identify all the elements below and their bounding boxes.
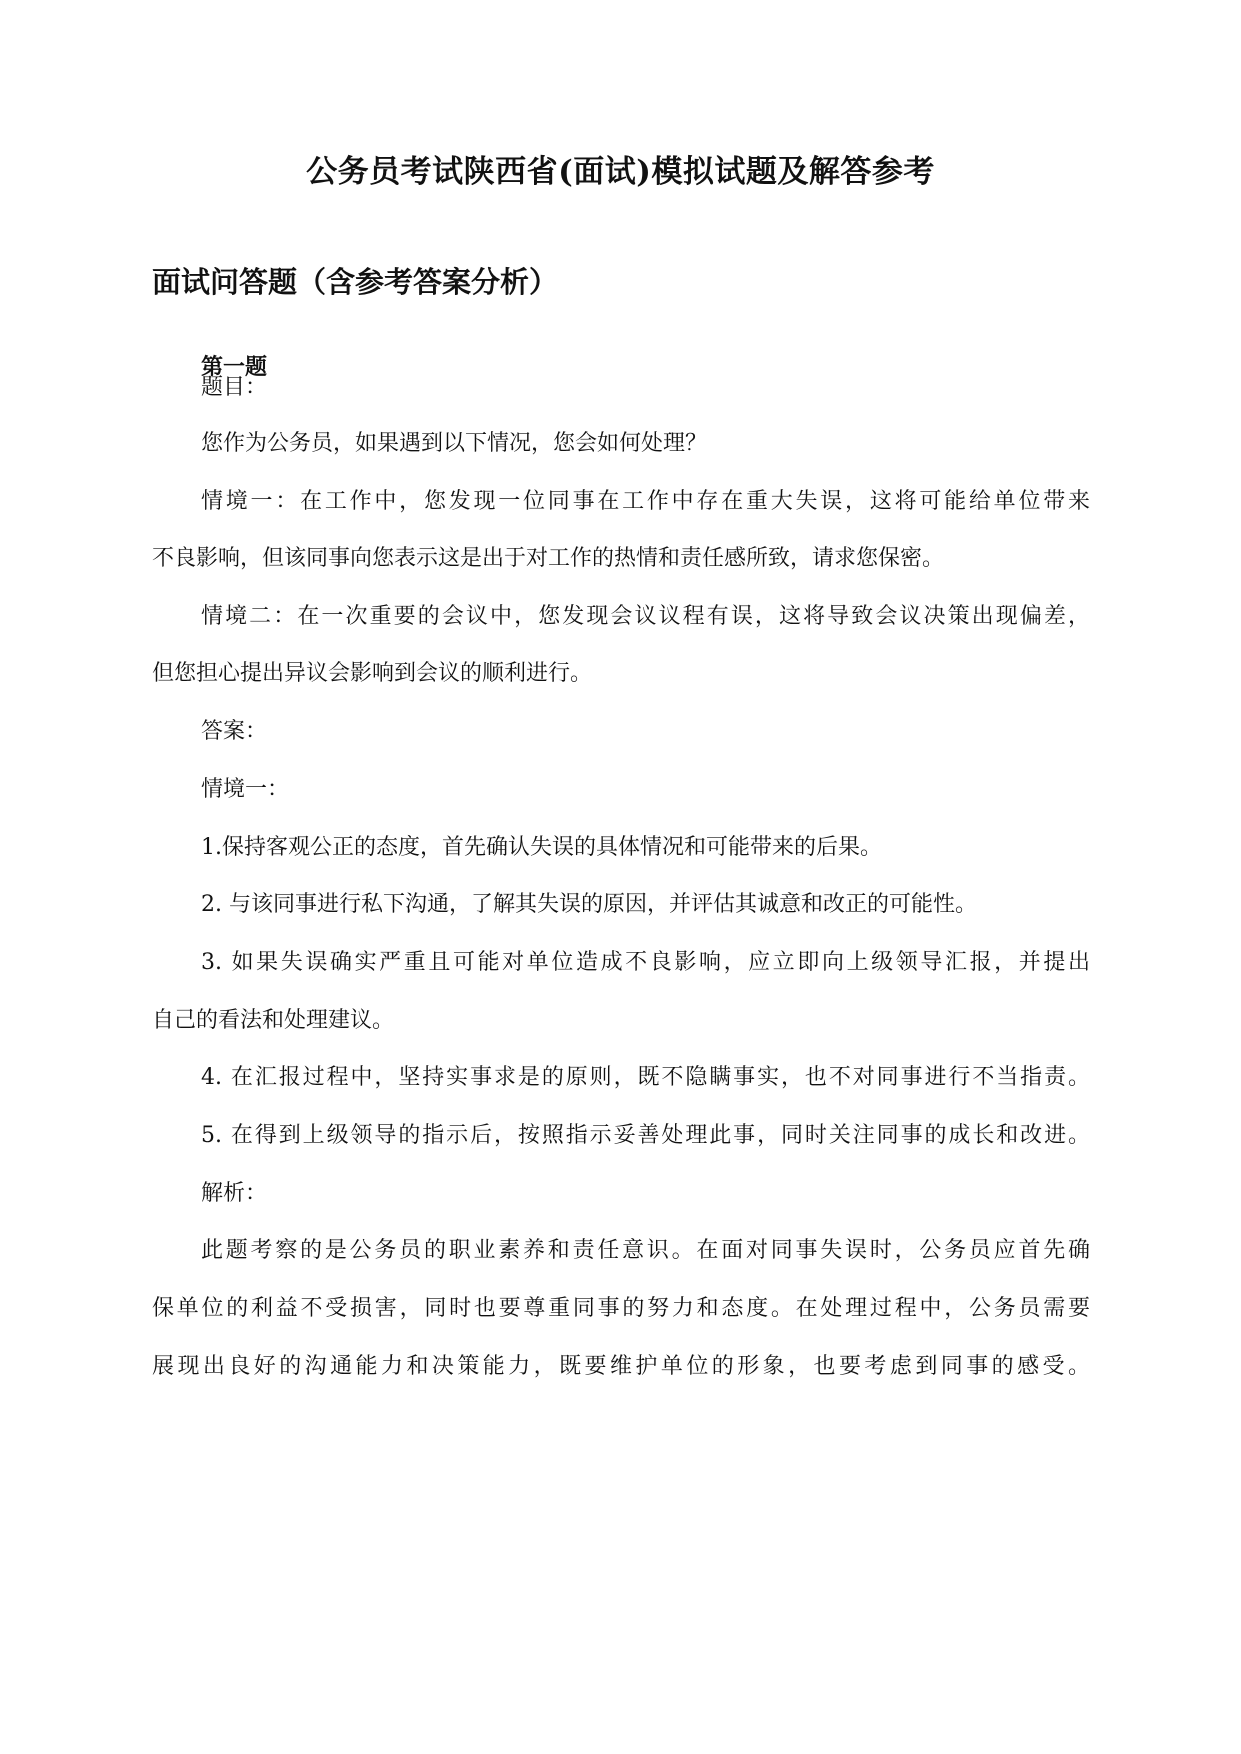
scenario-one-line-1: 情境一：在工作中，您发现一位同事在工作中存在重大失误，这将可能给单位带来 xyxy=(201,489,1090,514)
analysis-line-1: 此题考察的是公务员的职业素养和责任意识。在面对同事失误时，公务员应首先确 xyxy=(201,1238,1090,1263)
answer-item-5: 5. 在得到上级领导的指示后，按照指示妥善处理此事，同时关注同事的成长和改进。 xyxy=(201,1123,1090,1148)
analysis-line-3: 展现出良好的沟通能力和决策能力，既要维护单位的形象，也要考虑到同事的感受。 xyxy=(152,1354,1090,1379)
answer-item-2: 2. 与该同事进行私下沟通，了解其失误的原因，并评估其诚意和改正的可能性。 xyxy=(201,892,977,917)
answer-item-3-line-2: 自己的看法和处理建议。 xyxy=(152,1008,395,1033)
section-heading: 面试问答题（含参考答案分析） xyxy=(152,265,559,299)
scenario-one-line-2: 不良影响，但该同事向您表示这是出于对工作的热情和责任感所致，请求您保密。 xyxy=(152,546,945,571)
answer-item-4: 4. 在汇报过程中，坚持实事求是的原则，既不隐瞒事实，也不对同事进行不当指责。 xyxy=(201,1065,1090,1090)
question-heading: 第一题 xyxy=(201,354,268,380)
label-analysis: 解析： xyxy=(201,1181,268,1206)
label-question: 题目： xyxy=(201,375,268,400)
answer-scenario-one-label: 情境一： xyxy=(201,777,290,802)
scenario-two-line-2: 但您担心提出异议会影响到会议的顺利进行。 xyxy=(152,661,593,686)
analysis-line-2: 保单位的利益不受损害，同时也要尊重同事的努力和态度。在处理过程中，公务员需要 xyxy=(152,1296,1090,1321)
question-text: 您作为公务员，如果遇到以下情况，您会如何处理？ xyxy=(201,431,708,456)
scenario-two-line-1: 情境二：在一次重要的会议中，您发现会议议程有误，这将导致会议决策出现偏差， xyxy=(201,604,1090,629)
answer-item-1: 1.保持客观公正的态度，首先确认失误的具体情况和可能带来的后果。 xyxy=(201,835,882,860)
answer-item-3-line-1: 3. 如果失误确实严重且可能对单位造成不良影响，应立即向上级领导汇报，并提出 xyxy=(201,950,1090,975)
document-title: 公务员考试陕西省(面试)模拟试题及解答参考 xyxy=(306,154,935,190)
label-answer: 答案： xyxy=(201,719,268,744)
